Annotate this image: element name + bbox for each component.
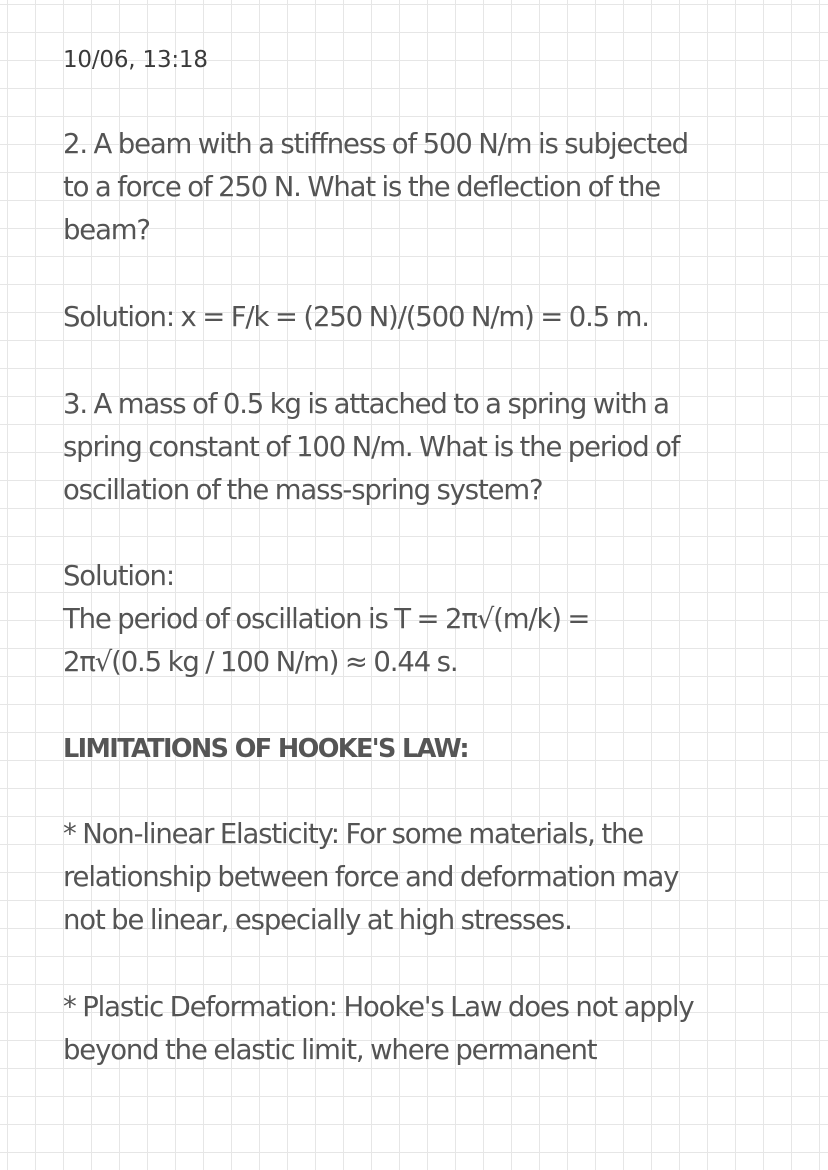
question-3-line: oscillation of the mass-spring system? (63, 474, 543, 506)
solution-3-line: Solution: (63, 560, 174, 592)
limitation-nonlinear (63, 813, 783, 942)
solution-2 (63, 296, 783, 339)
limitation-nonlinear-line: not be linear, especially at high stresses. (63, 904, 572, 936)
question-3 (63, 383, 783, 512)
solution-2-text: Solution: x = F/k = (250 N)/(500 N/m) = 0.5 m. (63, 301, 649, 333)
limitation-nonlinear-line: * Non-linear Elasticity: For some materials, the (63, 818, 644, 850)
question-2 (63, 123, 783, 252)
question-3-line: spring constant of 100 N/m. What is the period of (63, 431, 680, 463)
solution-3-line: The period of oscillation is T = 2π√(m/k) = (63, 603, 590, 635)
limitation-plastic-line: * Plastic Deformation: Hooke's Law does not apply (63, 991, 694, 1023)
question-2-line: 2. A beam with a stiffness of 500 N/m is subjected (63, 128, 688, 160)
question-2-line: to a force of 250 N. What is the deflection of the (63, 171, 661, 203)
question-2-line: beam? (63, 214, 150, 246)
note-timestamp: 10/06, 13:18 (63, 47, 208, 73)
solution-3 (63, 555, 783, 684)
limitations-heading: LIMITATIONS OF HOOKE'S LAW: (63, 734, 468, 764)
limitation-plastic (63, 986, 783, 1072)
limitation-nonlinear-line: relationship between force and deformation may (63, 861, 679, 893)
limitation-plastic-line: beyond the elastic limit, where permanent (63, 1034, 597, 1066)
question-3-line: 3. A mass of 0.5 kg is attached to a spring with a (63, 388, 669, 420)
solution-3-line: 2π√(0.5 kg / 100 N/m) ≈ 0.44 s. (63, 646, 458, 678)
